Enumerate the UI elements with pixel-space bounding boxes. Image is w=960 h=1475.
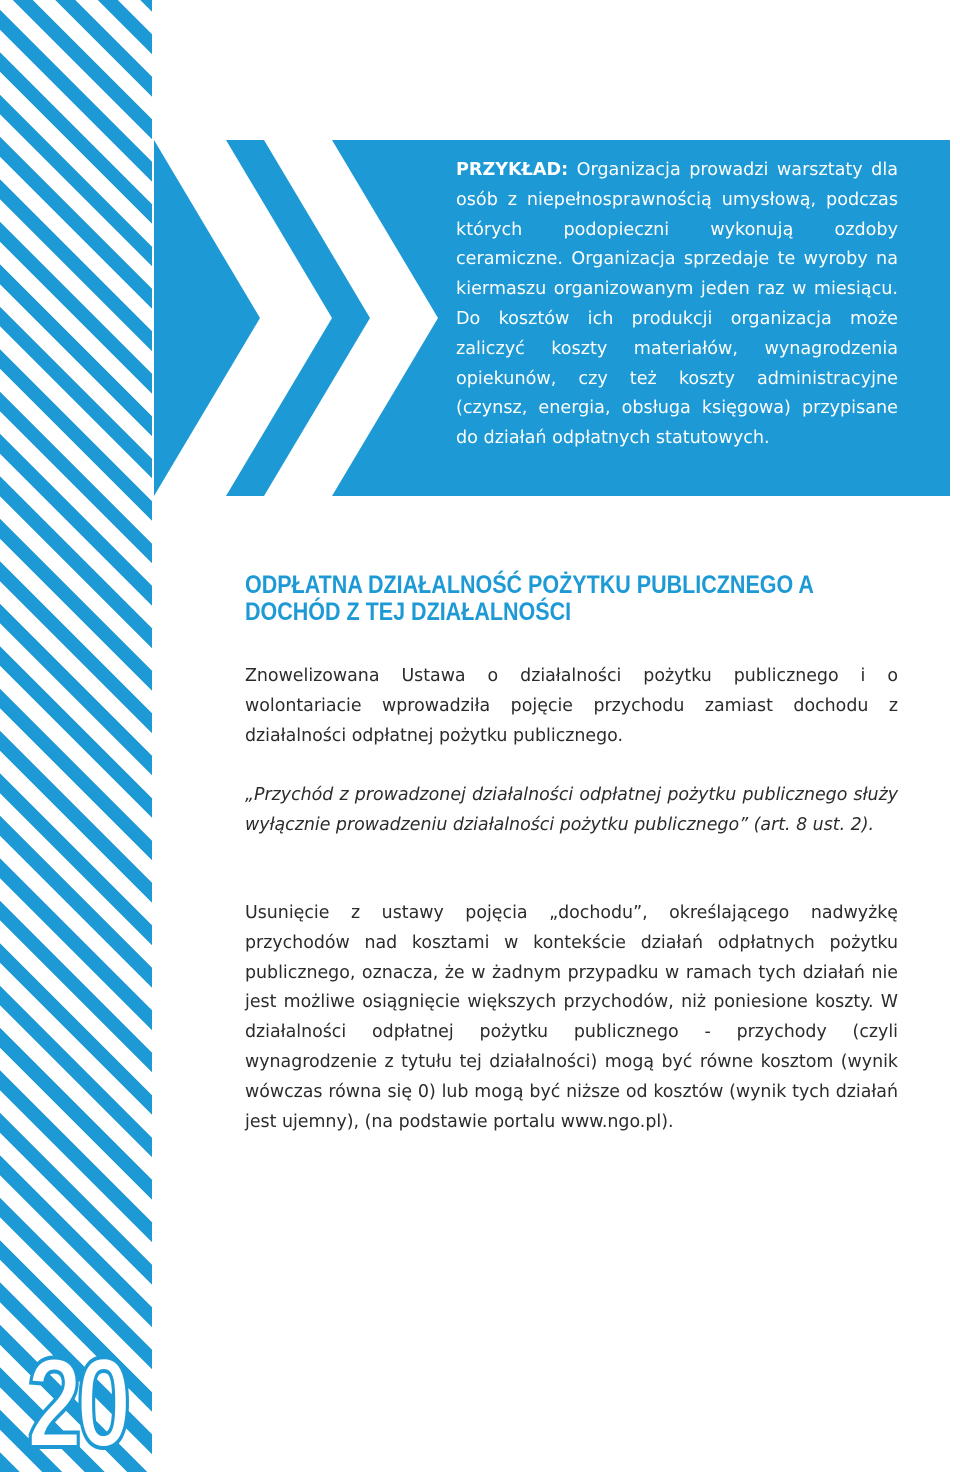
paragraph-intro: Znowelizowana Ustawa o działalności pożytku publicznego i o wolontariacie wprowadziła pojęcie przychodu zamiast dochodu z działalności odpłatnej pożytku publicznego.: [245, 666, 898, 746]
example-label: PRZYKŁAD:: [456, 160, 569, 180]
page-number: 20: [26, 1332, 126, 1475]
paragraph-explanation: Usunięcie z ustawy pojęcia „dochodu”, określającego nadwyżkę przychodów nad kosztami w kontekście działań odpłatnych pożytku publicznego, oznacza, że w żadnym przypadku w ramach tych działań nie jest możliwe osiągnięcie większych przychodów, niż poniesione koszty. W działalności odpłatnej pożytku publicznego - przychody (czyli wynagrodzenie z tytułu tej działalności) mogą być równe kosztom (wynik wówczas równa się 0) lub mogą być niższe od kosztów (wynik tych działań jest ujemny), (na podstawie portalu www.ngo.pl).: [245, 903, 898, 1132]
section-heading: ODPŁATNA DZIAŁALNOŚĆ POŻYTKU PUBLICZNEGO A DOCHÓD Z TEJ DZIAŁALNOŚCI: [245, 571, 814, 626]
example-text: [456, 156, 898, 454]
legal-quote: „Przychód z prowadzonej działalności odpłatnej pożytku publicznego służy wyłącznie prowadzeniu działalności pożytku publicznego” (art. 8 ust. 2).: [245, 785, 898, 835]
double-chevron-icon: [154, 140, 454, 496]
example-body: Organizacja prowadzi warsztaty dla osób z niepełnosprawnością umysłową, podczas których podopieczni wykonują ozdoby ceramiczne. Organizacja sprzedaje te wyroby na kiermaszu organizowanym jeden raz w miesiącu. Do kosztów ich produkcji organizacja może zaliczyć koszty materiałów, wynagrodzenia opiekunów, czy też koszty administracyjne (czynsz, energia, obsługa księgowa) przypisane do działań odpłatnych statutowych.: [456, 160, 898, 449]
diagonal-stripes-decoration: [0, 0, 152, 1475]
